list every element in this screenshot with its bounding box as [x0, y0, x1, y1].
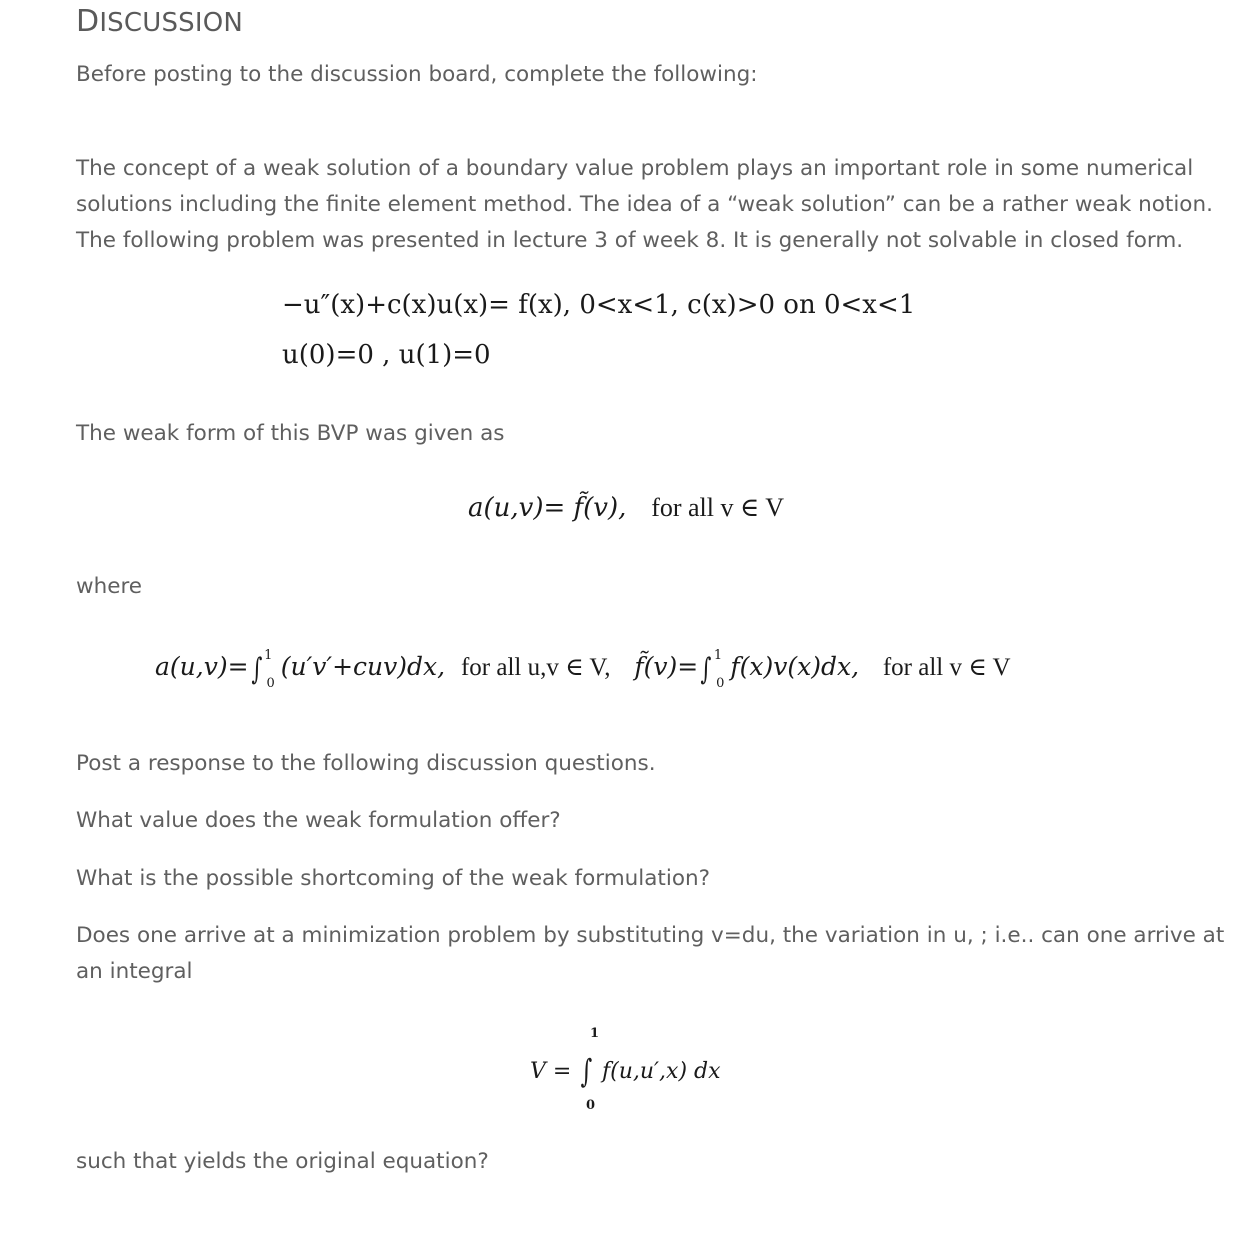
- f-integrand: f(x)v(x)dx,: [730, 652, 860, 681]
- bvp-equation: −u″(x)+c(x)u(x)= f(x), 0<x<1, c(x)>0 on 0<x<1: [282, 290, 916, 320]
- intro-text: Before posting to the discussion board, complete the following:: [76, 62, 758, 87]
- integral-sign-icon: ∫: [250, 652, 262, 687]
- where-label: where: [76, 574, 143, 599]
- concept-paragraph: [76, 151, 1213, 259]
- upper-limit: 1: [264, 648, 273, 663]
- functional-upper-limit: 1: [590, 1026, 600, 1041]
- concept-line: The concept of a weak solution of a boundary value problem plays an important role in some numerical: [76, 156, 1194, 181]
- upper-limit: 1: [713, 648, 723, 663]
- lower-limit: 0: [266, 676, 275, 691]
- weak-form-equation: [468, 493, 784, 523]
- functional-equation: [530, 1052, 721, 1090]
- post-prompt: Post a response to the following discussion questions.: [76, 751, 656, 776]
- a-definition-lhs: a(u,v)=: [155, 652, 249, 681]
- question-3: [76, 918, 1224, 990]
- integral-sign-icon: ∫: [580, 1052, 593, 1090]
- bvp-boundary-conditions: u(0)=0 , u(1)=0: [282, 340, 491, 370]
- integral-sign-icon: ∫: [700, 652, 712, 687]
- question-1: What value does the weak formulation offer?: [76, 808, 561, 833]
- functional-lower-limit: 0: [586, 1098, 596, 1113]
- question-2: What is the possible shortcoming of the weak formulation?: [76, 866, 711, 891]
- a-integrand: (u′v′+cuv)dx,: [280, 652, 446, 681]
- closing-question: such that yields the original equation?: [76, 1149, 489, 1174]
- weak-form-lhs: a(u,v)= f̃(v),: [468, 493, 627, 523]
- weak-form-intro: The weak form of this BVP was given as: [76, 421, 505, 446]
- concept-line: The following problem was presented in lecture 3 of week 8. It is generally not solvable in closed form.: [76, 228, 1184, 253]
- question-3-line: an integral: [76, 959, 193, 984]
- concept-line: solutions including the finite element method. The idea of a “weak solution” can be a rather weak notion.: [76, 192, 1213, 217]
- f-quantifier: for all v ∈ V: [882, 654, 1011, 681]
- functional-lhs: V =: [530, 1059, 572, 1084]
- weak-form-quantifier: for all v ∈ V: [651, 493, 785, 522]
- functional-integrand: f(u,u′,x) dx: [602, 1059, 721, 1084]
- bilinear-form-definitions: [155, 648, 1011, 691]
- f-definition-lhs: f̃(v)=: [634, 652, 699, 681]
- page-title: DISCUSSION: [76, 4, 244, 39]
- question-3-line: Does one arrive at a minimization problem by substituting v=du, the variation in u, ; i.e.. can one arrive at: [76, 923, 1225, 948]
- lower-limit: 0: [716, 676, 725, 691]
- a-quantifier: for all u,v ∈ V,: [460, 654, 611, 681]
